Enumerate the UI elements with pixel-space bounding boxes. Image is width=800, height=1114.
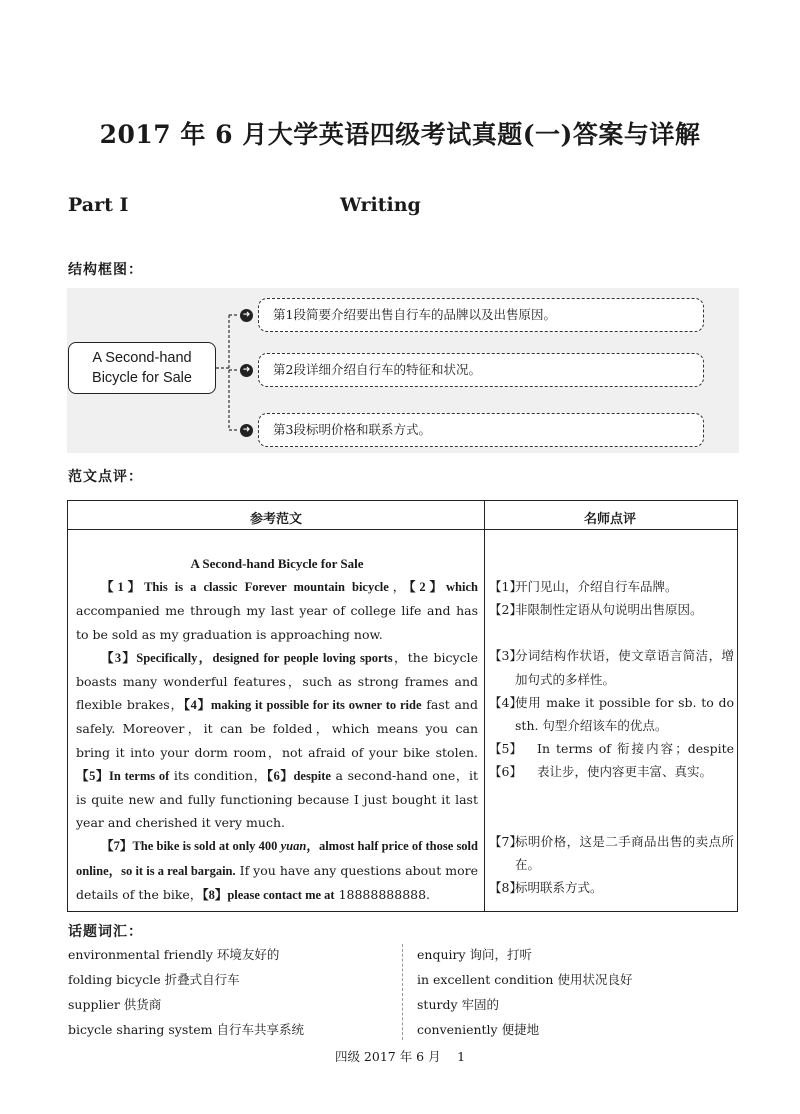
highlight: despite: [293, 768, 331, 783]
text: fast and safely. Moreover，it can be folded，which means you can bring it into your dorm room，not afraid of your bike stolen.: [76, 697, 478, 760]
column-header-essay: 参考范文: [250, 512, 303, 527]
marker: 【1】: [101, 580, 145, 595]
comment-7: [489, 830, 734, 876]
structure-branch-1: 第1段简要介绍要出售自行车的品牌以及出售原因。: [258, 298, 704, 332]
highlight: Specifically，designed for people loving sports: [136, 650, 393, 665]
vocab-heading: 话题词汇：: [68, 924, 143, 940]
table-column-divider: [484, 500, 485, 912]
marker: 【4】: [183, 698, 211, 713]
highlight: This is a classic Forever mountain bicycle: [144, 580, 389, 595]
vocab-item: bicycle sharing system 自行车共享系统: [68, 1022, 304, 1037]
comment-text: 非限制性定语从句说明出售原因。: [515, 602, 703, 618]
text: ，: [388, 579, 410, 595]
comment-number: 【1】: [489, 579, 522, 594]
highlight: please contact me at: [227, 887, 335, 902]
comment-number: 【8】: [489, 880, 522, 896]
highlight: The bike is sold at only 400: [132, 839, 281, 854]
comment-1: [489, 575, 734, 598]
vocab-item: folding bicycle 折叠式自行车: [68, 972, 240, 987]
vocab-item: sturdy 牢固的: [417, 997, 500, 1012]
part-label: Part Ⅰ: [68, 194, 129, 216]
part-name: Writing: [340, 194, 421, 216]
arrow-right-icon: ➜: [240, 364, 253, 377]
comment-3: [489, 644, 734, 690]
arrow-right-icon: ➜: [240, 424, 253, 437]
essay-paragraph-2: [76, 646, 478, 835]
column-header-comment: 名师点评: [584, 512, 637, 527]
root-line-2: Bicycle for Sale: [92, 370, 192, 386]
comment-text: 标明价格，这是二手商品出售的卖点所在。: [515, 833, 734, 872]
comment-text: 开门见山，介绍自行车品牌。: [515, 579, 678, 594]
comment-4: [489, 691, 734, 737]
comment-8: [489, 876, 734, 899]
vocab-item: in excellent condition 使用状况良好: [417, 972, 633, 987]
highlight: In terms of: [109, 768, 170, 783]
text: its condition，: [169, 767, 267, 783]
comment-text: In terms of 衔接内容；despite 表让步，使内容更丰富、真实。: [537, 741, 734, 780]
vocab-item: enquiry 询问，打听: [417, 947, 533, 962]
table-header-divider: [67, 529, 738, 530]
comment-number: 【7】: [489, 833, 522, 849]
highlight: ，almost half price of those sold online，so it is a real bargain.: [76, 839, 478, 878]
comment-text: 标明联系方式。: [515, 880, 603, 896]
marker: 【7】: [101, 839, 133, 854]
comment-text: 分词结构作状语，使文章语言简洁，增加句式的多样性。: [515, 648, 734, 687]
comment-number: 【5】【6】: [489, 741, 522, 780]
text: If you have any questions about more details of the bike，: [76, 862, 478, 902]
page-title: 2017 年 6 月大学英语四级考试真题(一)答案与详解: [99, 120, 701, 149]
teacher-comments: [489, 575, 734, 899]
marker: 【3】: [101, 650, 137, 665]
structure-root-box: [68, 342, 216, 394]
text: 18888888888.: [334, 886, 431, 902]
vocab-item: environmental friendly 环境友好的: [68, 947, 280, 962]
essay-paragraph-1: [76, 575, 478, 646]
vocab-divider: [402, 944, 403, 1040]
comment-number: 【3】: [489, 648, 522, 664]
page-footer: 四级 2017 年 6 月 1: [334, 1049, 466, 1064]
text: a second-hand one，it is quite new and fully functioning because I just bought it last year and cherished it very much.: [76, 767, 478, 831]
structure-heading: 结构框图：: [68, 262, 143, 278]
vocab-item: supplier 供货商: [68, 997, 162, 1012]
highlight-italic: yuan: [280, 839, 307, 854]
text: ，the bicycle boasts many wonderful features，such as strong frames and flexible brakes，: [76, 649, 478, 713]
structure-branch-3: 第3段标明价格和联系方式。: [258, 413, 704, 447]
review-heading: 范文点评：: [68, 469, 143, 485]
highlight: making it possible for its owner to ride: [210, 698, 422, 713]
vocab-item: conveniently 便捷地: [417, 1022, 540, 1037]
marker: 【5】: [76, 768, 110, 783]
essay-title: A Second-hand Bicycle for Sale: [190, 556, 364, 571]
structure-branch-2: 第2段详细介绍自行车的特征和状况。: [258, 353, 704, 387]
marker: 【2】: [409, 580, 447, 595]
marker: 【8】: [202, 887, 228, 902]
sample-essay: [76, 552, 478, 907]
root-line-1: A Second-hand: [92, 350, 192, 366]
essay-paragraph-3: [76, 834, 478, 907]
marker: 【6】: [266, 768, 294, 783]
text: accompanied me through my last year of college life and has to be sold as my graduation is approaching now.: [76, 603, 478, 642]
comment-number: 【4】: [489, 694, 522, 710]
comment-5-6: [489, 737, 734, 783]
arrow-right-icon: ➜: [240, 309, 253, 322]
comment-number: 【2】: [489, 602, 522, 618]
comment-text: 使用 make it possible for sb. to do sth. 句型介绍该车的优点。: [515, 694, 734, 734]
highlight: which: [446, 580, 478, 595]
comment-2: [489, 598, 734, 621]
